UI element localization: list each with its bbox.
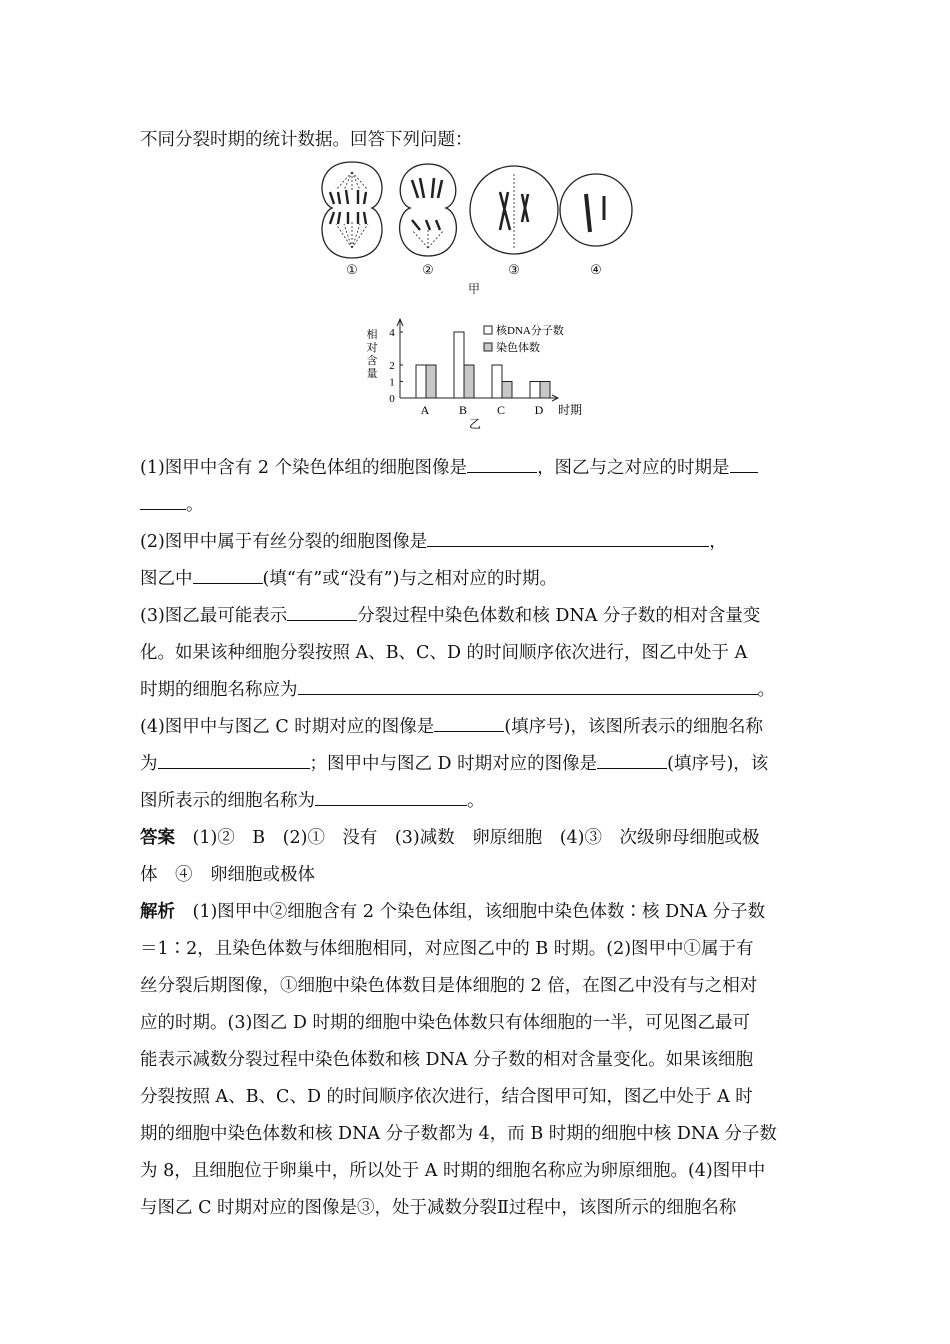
cell-2-image bbox=[400, 164, 457, 256]
question-4-line-1: (4)图甲中与图乙 C 时期对应的图像是 (填序号)，该图所表示的细胞名称 bbox=[140, 717, 763, 737]
y-tick-label: 0 bbox=[389, 393, 395, 405]
legend-label-dna: 核DNA分子数 bbox=[496, 325, 564, 337]
question-1-line-2: 。 bbox=[140, 493, 204, 517]
answer-blank-4d[interactable] bbox=[315, 789, 467, 806]
legend-swatch-dna bbox=[484, 326, 492, 334]
y-axis-label-char: 相 bbox=[366, 329, 378, 341]
analysis-label: 解析 bbox=[140, 902, 175, 922]
answer-blank-2a[interactable] bbox=[427, 530, 709, 547]
bar-chromosome-C bbox=[502, 382, 512, 399]
question-3-line-2: 化。如果该种细胞分裂按照 A、B、C、D 的时间顺序依次进行，图乙中处于 A bbox=[140, 643, 748, 663]
legend-swatch-chromosome bbox=[484, 343, 492, 351]
y-tick-label: 1 bbox=[389, 376, 395, 389]
intro-text: 不同分裂时期的统计数据。回答下列问题： bbox=[140, 130, 473, 150]
answer-line-1: 答案 (1)② B (2)① 没有 (3)减数 卵原细胞 (4)③ 次级卵母细胞或极 bbox=[140, 828, 760, 848]
cell-label-3: ③ bbox=[508, 262, 520, 277]
bar-chromosome-A bbox=[426, 365, 436, 398]
analysis-line-3: 丝分裂后期图像，①细胞中染色体数目是体细胞的 2 倍，在图乙中没有与之相对 bbox=[140, 976, 758, 996]
x-tick-label: B bbox=[458, 403, 468, 417]
analysis-line-6: 分裂按照 A、B、C、D 的时间顺序依次进行，结合图甲可知，图乙中处于 A 时 bbox=[140, 1087, 753, 1107]
x-tick-label: D bbox=[534, 403, 544, 417]
answer-blank-3b[interactable] bbox=[298, 678, 758, 695]
bar-dna-A bbox=[416, 365, 426, 398]
x-tick-label: C bbox=[496, 403, 506, 417]
question-4-line-3: 图所表示的细胞名称为 。 bbox=[140, 791, 485, 811]
answer-blank-1b-cont[interactable] bbox=[140, 493, 186, 510]
y-axis-label-char: 含 bbox=[366, 355, 378, 367]
answer-blank-3a[interactable] bbox=[287, 604, 357, 621]
analysis-line-9: 与图乙 C 时期对应的图像是③，处于减数分裂Ⅱ过程中，该图所示的细胞名称 bbox=[140, 1198, 737, 1218]
bar-dna-D bbox=[530, 382, 540, 399]
answer-blank-2b[interactable] bbox=[193, 567, 263, 584]
answer-blank-4b[interactable] bbox=[158, 752, 310, 769]
legend-label-chromosome: 染色体数 bbox=[496, 342, 540, 354]
cell-label-2: ② bbox=[422, 262, 434, 277]
chart-caption: 乙 bbox=[468, 417, 482, 431]
question-4-line-2: 为 ；图甲中与图乙 D 时期对应的图像是 (填序号)，该 bbox=[140, 754, 769, 774]
analysis-line-5: 能表示减数分裂过程中染色体数和核 DNA 分子数的相对含量变化。如果该细胞 bbox=[140, 1050, 754, 1070]
analysis-line-7: 期的细胞中染色体数和核 DNA 分子数都为 4，而 B 时期的细胞中核 DNA 分子数 bbox=[140, 1124, 777, 1144]
analysis-line-1: 解析 (1)图甲中②细胞含有 2 个染色体组，该细胞中染色体数∶核 DNA 分子数 bbox=[140, 902, 766, 922]
x-tick-label: A bbox=[420, 403, 430, 417]
y-tick-label: 4 bbox=[389, 327, 395, 339]
bar-dna-C bbox=[492, 365, 502, 398]
cell-3-image bbox=[470, 166, 558, 254]
answer-blank-4a[interactable] bbox=[434, 715, 504, 732]
answer-blank-4c[interactable] bbox=[597, 752, 667, 769]
analysis-line-4: 应的时期。(3)图乙 D 时期的细胞中染色体数只有体细胞的一半，可见图乙最可 bbox=[140, 1013, 750, 1033]
bar-chromosome-D bbox=[540, 382, 550, 399]
cell-label-4: ④ bbox=[590, 262, 602, 277]
cell-label-1: ① bbox=[346, 262, 358, 277]
cell-4-image bbox=[560, 174, 632, 246]
question-3-line-3: 时期的细胞名称应为 。 bbox=[140, 680, 775, 700]
question-1-line-1: (1)图甲中含有 2 个染色体组的细胞图像是 ，图乙与之对应的时期是 bbox=[140, 456, 758, 480]
answer-blank-1a[interactable] bbox=[467, 456, 537, 473]
answer-line-2: 体 ④ 卵细胞或极体 bbox=[140, 865, 315, 885]
y-axis-label-char: 对 bbox=[366, 342, 378, 354]
question-2-line-1: (2)图甲中属于有丝分裂的细胞图像是 ， bbox=[140, 532, 727, 552]
y-tick-label: 2 bbox=[389, 360, 395, 372]
cell-1-image bbox=[322, 162, 382, 258]
question-3-line-1: (3)图乙最可能表示 分裂过程中染色体数和核 DNA 分子数的相对含量变 bbox=[140, 606, 761, 626]
x-axis-label: 时期 bbox=[557, 403, 583, 417]
chart-yi bbox=[360, 316, 620, 436]
question-2-line-2: 图乙中 (填“有”或“没有”)与之相对应的时期。 bbox=[140, 569, 557, 589]
bar-chromosome-B bbox=[464, 365, 474, 398]
bar-dna-B bbox=[454, 332, 464, 398]
figure-jia-caption: 甲 bbox=[467, 282, 480, 296]
y-axis-label-char: 量 bbox=[366, 368, 378, 380]
analysis-line-8: 为 8，且细胞位于卵巢中，所以处于 A 时期的细胞名称应为卵原细胞。(4)图甲中 bbox=[140, 1161, 766, 1181]
analysis-line-2: ＝1∶2，且染色体数与体细胞相同，对应图乙中的 B 时期。(2)图甲中①属于有 bbox=[140, 939, 754, 959]
answer-label: 答案 bbox=[140, 828, 175, 848]
answer-blank-1b[interactable] bbox=[730, 456, 758, 473]
